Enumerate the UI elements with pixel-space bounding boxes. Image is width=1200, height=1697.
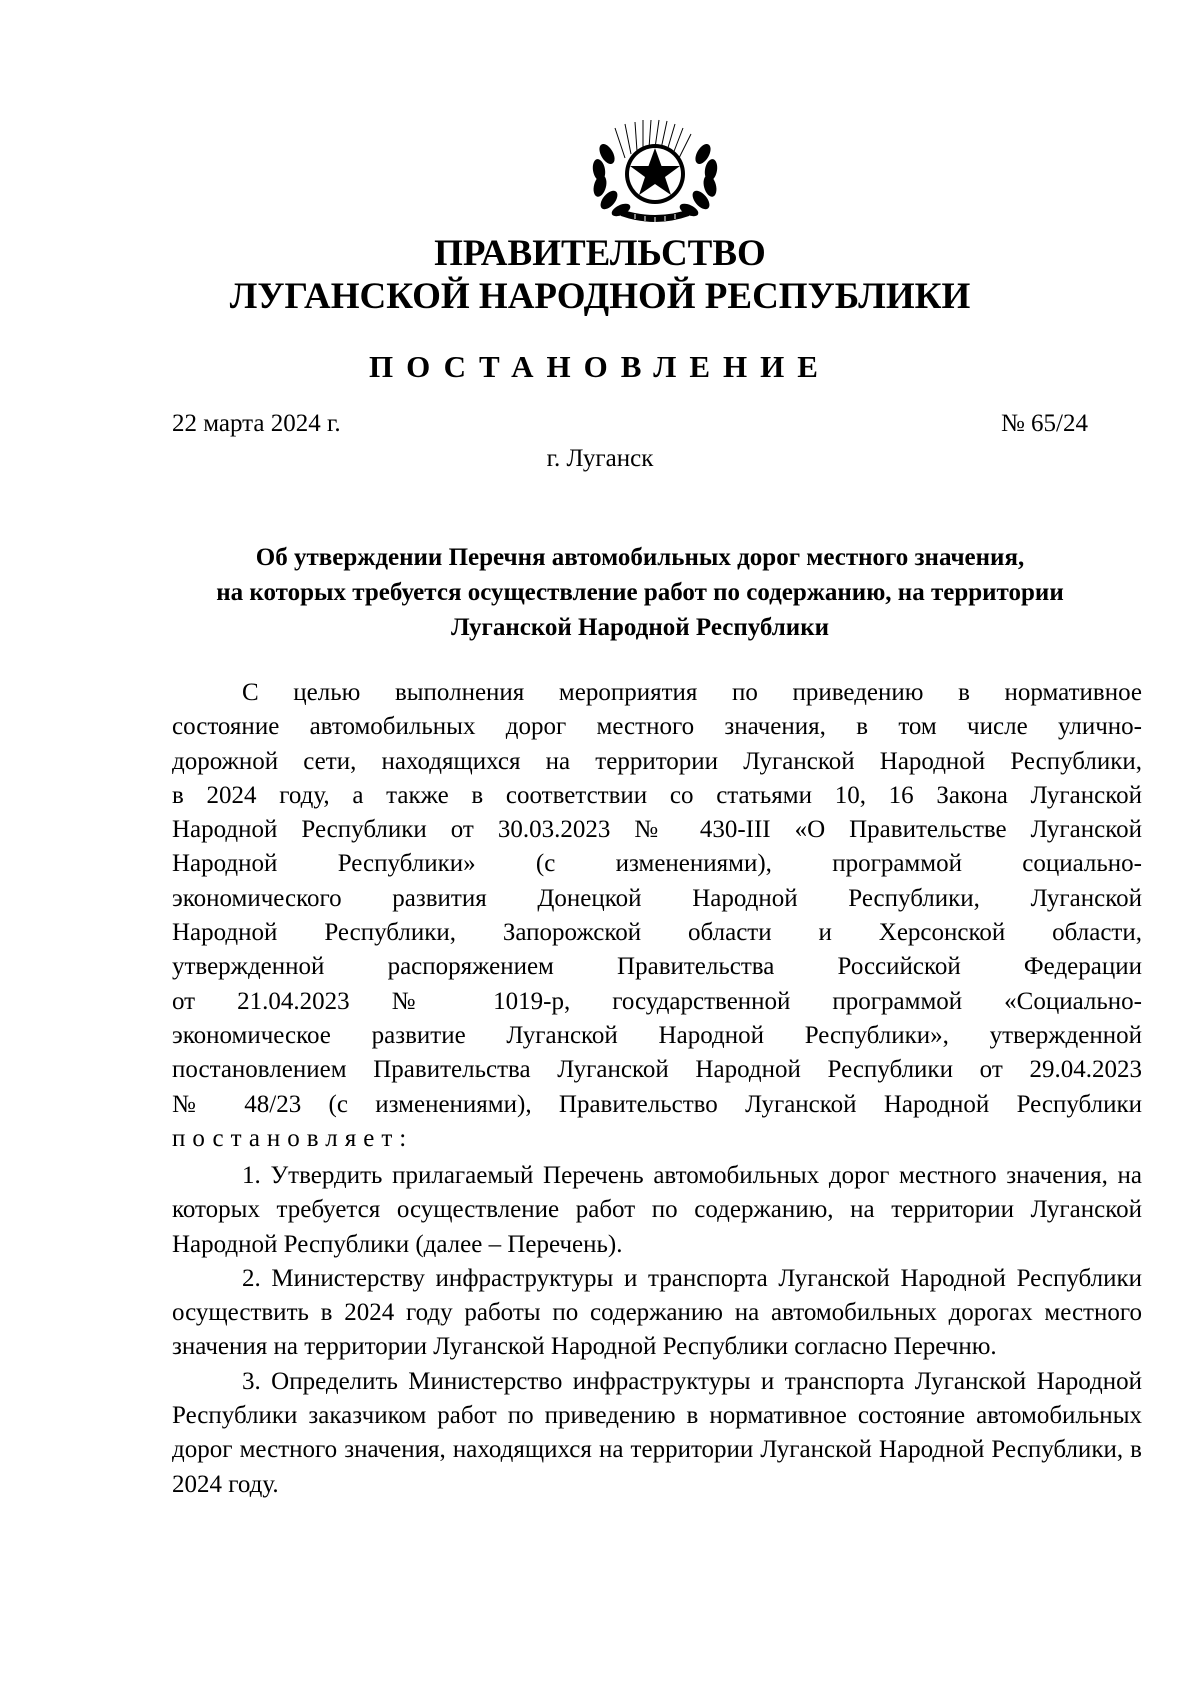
document-title (160, 540, 1120, 645)
preamble-line: состояние автомобильных дорог местного значения, в том числе улично- (172, 713, 1142, 741)
decree-item-2: 2. Министерству инфраструктуры и транспорта Луганской Народной Республики осуществить в 2024 году работы по содержанию на автомобильных дорогах местного значения на территории Луганской Народной Республики согласно Перечню. (172, 1264, 1142, 1361)
decree-item-3: 3. Определить Министерство инфраструктуры и транспорта Луганской Народной Республики заказчиком работ по приведению в нормативное состояние автомобильных дорог местного значения, находящихся на территории Луганской Народной Республики, в 2024 году. (172, 1367, 1142, 1498)
decree-word: постановляет: (172, 1124, 414, 1152)
preamble-line: С целью выполнения мероприятия по приведению в нормативное (242, 679, 1142, 706)
preamble-line: экономического развития Донецкой Народной Республики, Луганской (172, 884, 1142, 912)
preamble-line: Народной Республики» (с изменениями), программой социально- (172, 850, 1142, 878)
government-name-line2: ЛУГАНСКОЙ НАРОДНОЙ РЕСПУБЛИКИ (229, 276, 971, 317)
document-title-line3: Луганской Народной Республики (450, 614, 830, 641)
decree-word-line (172, 1122, 1142, 1156)
preamble-line: экономическое развитие Луганской Народной Республики», утвержденной (172, 1021, 1142, 1049)
preamble-line: № 48/23 (с изменениями), Правительство Луганской Народной Республики (172, 1090, 1142, 1118)
document-city: г. Луганск (546, 445, 654, 472)
preamble-line: дорожной сети, находящихся на территории Луганской Народной Республики, (172, 747, 1142, 775)
preamble-line: Народной Республики от 30.03.2023 № 430-III «О Правительстве Луганской (172, 816, 1142, 844)
preamble-line: в 2024 году, а также в соответствии со статьями 10, 16 Закона Луганской (172, 781, 1142, 809)
document-number: № 65/24 (1000, 410, 1088, 437)
government-name-line1: ПРАВИТЕЛЬСТВО (434, 233, 766, 274)
preamble-line: от 21.04.2023 № 1019-р, государственной программой «Социально- (172, 987, 1142, 1015)
document-type: ПОСТАНОВЛЕНИЕ (369, 349, 831, 384)
lpr-coat-of-arms-icon (585, 118, 725, 222)
decree-item-1: 1. Утвердить прилагаемый Перечень автомобильных дорог местного значения, на которых требуется осуществление работ по содержанию, на территории Луганской Народной Республики (далее – Перечень). (172, 1162, 1142, 1258)
preamble-paragraph (172, 676, 1142, 1156)
preamble-line: Народной Республики, Запорожской области и Херсонской области, (172, 919, 1142, 947)
document-date: 22 марта 2024 г. (172, 410, 341, 437)
document-title-line1: Об утверждении Перечня автомобильных дорог местного значения, (255, 544, 1025, 571)
decree-items (172, 1159, 1142, 1502)
document-title-line2: на которых требуется осуществление работ по содержанию, на территории (216, 579, 1064, 606)
preamble-line: постановлением Правительства Луганской Народной Республики от 29.04.2023 (172, 1056, 1142, 1084)
preamble-line: утвержденной распоряжением Правительства Российской Федерации (172, 953, 1142, 981)
